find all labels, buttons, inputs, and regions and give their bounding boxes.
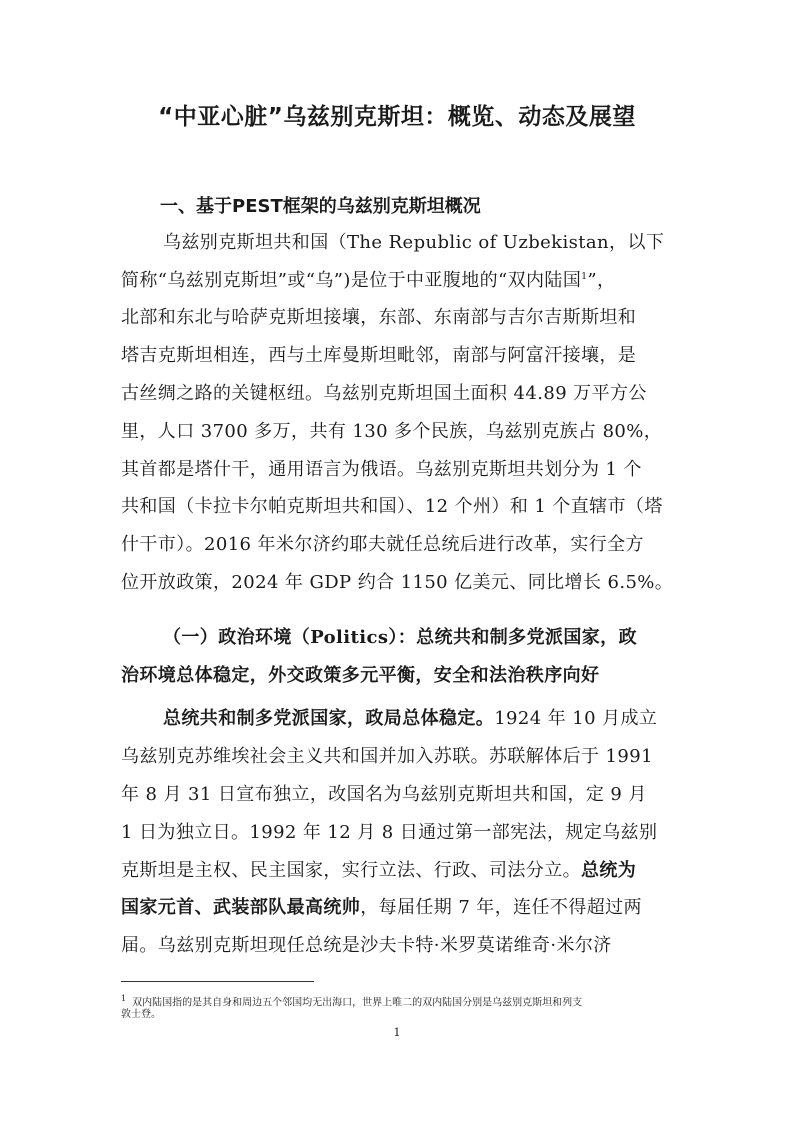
paragraph-line: 1 日为独立日。1992 年 12 月 8 日通过第一部宪法，规定乌兹别 [121,822,658,843]
paragraph-line: 克斯坦是主权、民主国家，实行立法、行政、司法分立。总统为 [121,860,637,881]
paragraph-line: 北部和东北与哈萨克斯坦接壤，东部、东南部与吉尔吉斯斯坦和 [121,307,637,328]
paragraph-line: 年 8 月 31 日宣布独立，改国名为乌兹别克斯坦共和国，定 9 月 [121,784,647,805]
paragraph-line: 总统共和制多党派国家，政局总体稳定。1924 年 10 月成立 [163,708,658,729]
paragraph-line: 塔吉克斯坦相连，西与土库曼斯坦毗邻，南部与阿富汗接壤，是 [121,345,637,366]
paragraph-line: 届。乌兹别克斯坦现任总统是沙夫卡特·米罗莫诺维奇·米尔济 [121,935,612,956]
paragraph-line: 乌兹别克苏维埃社会主义共和国并加入苏联。苏联解体后于 1991 [121,746,653,767]
paragraph-line: 什干市）。2016 年米尔济约耶夫就任总统后进行改革，实行全方 [121,534,644,555]
paragraph-line: 简称“乌兹别克斯坦”或“乌”)是位于中亚腹地的“双内陆国$^1$”， [121,270,616,291]
footnote-text: 敦士登。 [121,1009,161,1020]
section-heading: 一、基于PEST框架的乌兹别克斯坦概况 [160,196,481,217]
footnote-marker: 1 [121,994,127,1003]
paragraph-line: 里，人口 3700 多万，共有 130 多个民族，乌兹别克族占 80%， [121,421,663,442]
subsection-heading: （一）政治环境（Politics）：总统共和制多党派国家，政 [163,627,637,648]
paragraph-line: 乌兹别克斯坦共和国（The Republic of Uzbekistan，以下 [163,232,665,253]
page-number: 1 [393,1026,401,1039]
document-title: “中亚心脏”乌兹别克斯坦：概览、动态及展望 [158,104,636,130]
paragraph-line: 国家元首、武装部队最高统帅，每届任期 7 年，连任不得超过两 [121,897,642,918]
paragraph-line: 其首都是塔什干，通用语言为俄语。乌兹别克斯坦共划分为 1 个 [121,459,642,480]
subsection-heading: 治环境总体稳定，外交政策多元平衡，安全和法治秩序向好 [121,665,600,686]
footnote-text: $^1$ 双内陆国指的是其自身和周边五个邻国均无出海口，世界上唯二的双内陆国分别是乌兹别克斯坦和列支 [121,994,583,1009]
paragraph-line: 位开放政策，2024 年 GDP 约合 1150 亿美元、同比增长 6.5%。 [121,572,674,593]
paragraph-line: 古丝绸之路的关键枢纽。乌兹别克斯坦国土面积 44.89 万平方公 [121,383,647,404]
footnote-separator [121,981,314,982]
paragraph-line: 共和国（卡拉卡尔帕克斯坦共和国）、12 个州）和 1 个直辖市（塔 [121,496,663,517]
footnote-reference[interactable]: 1 [581,272,588,282]
